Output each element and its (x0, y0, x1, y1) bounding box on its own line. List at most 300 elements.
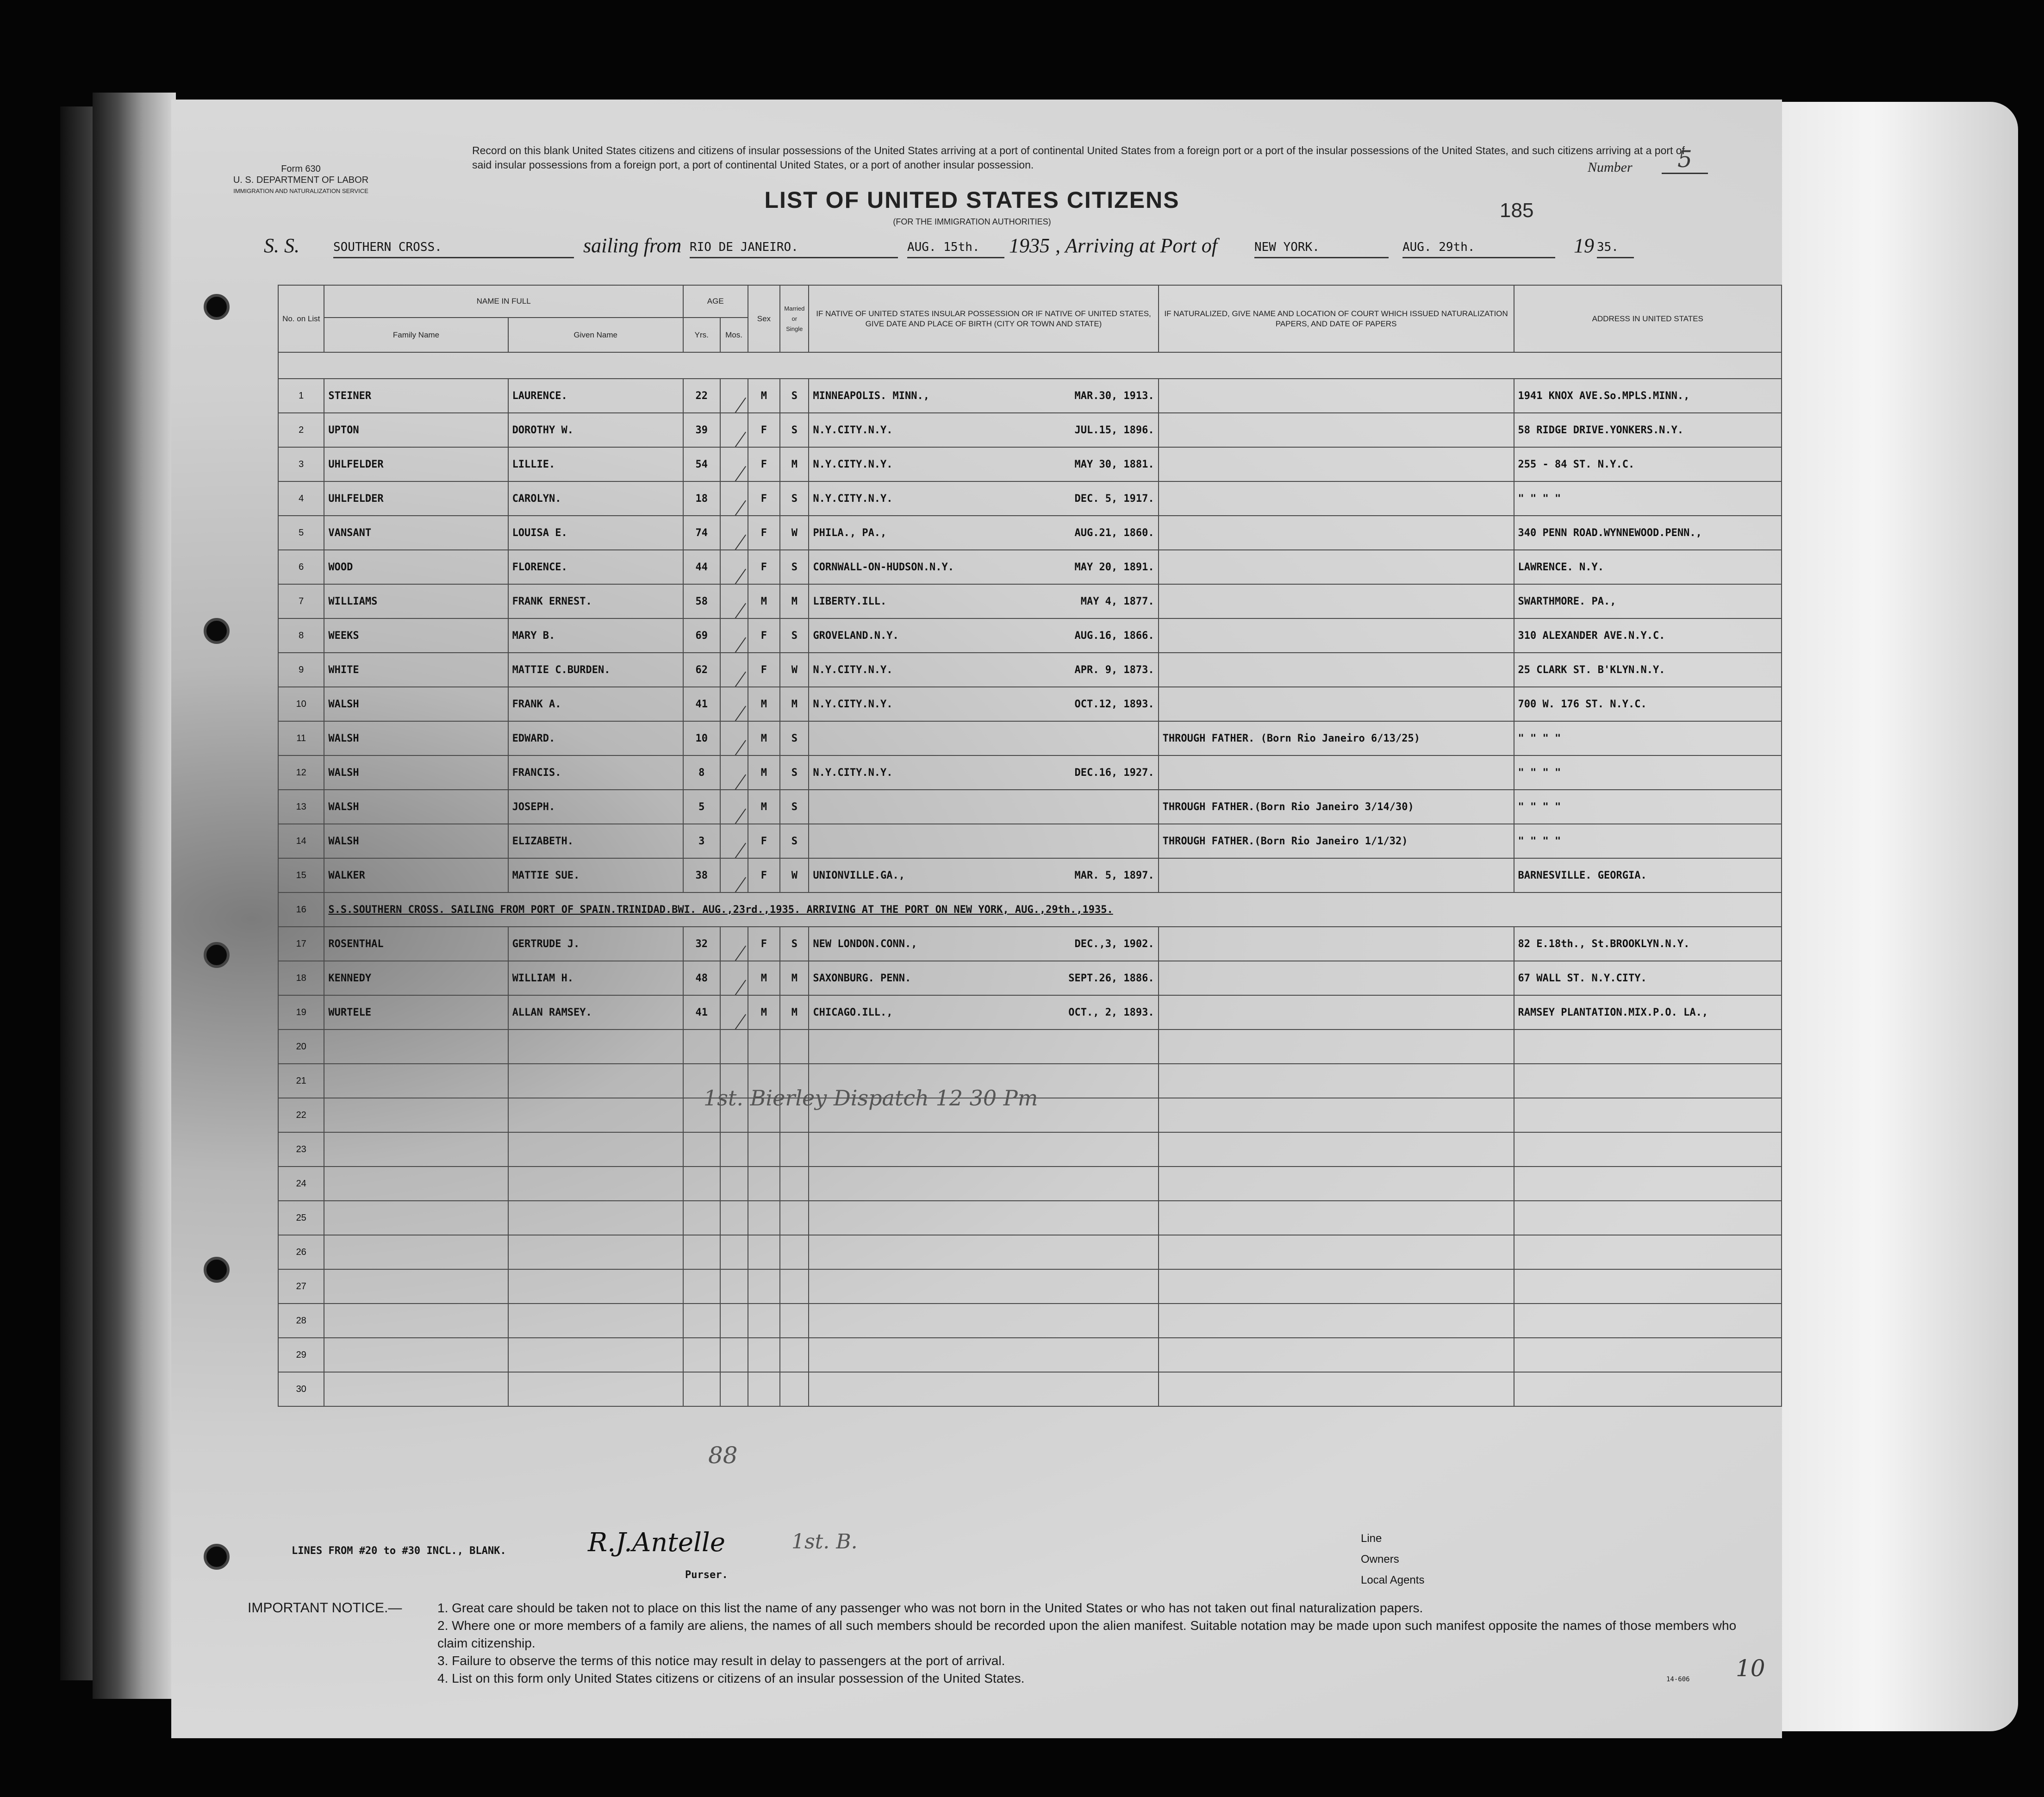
family-name: WALSH (324, 721, 508, 755)
col-address: ADDRESS IN UNITED STATES (1514, 285, 1782, 352)
naturalization (1159, 516, 1514, 550)
table-row (278, 995, 1782, 1030)
table-row (278, 413, 1782, 447)
address: " " " " (1514, 755, 1782, 790)
number-label: Number (1588, 160, 1633, 175)
empty-cell (324, 1304, 508, 1338)
table-row (278, 516, 1782, 550)
age-years: 38 (683, 858, 720, 892)
naturalization (1159, 584, 1514, 618)
family-name: WOOD (324, 550, 508, 584)
empty-cell (508, 1269, 683, 1304)
sex: M (748, 995, 780, 1030)
row-number: 16 (278, 892, 324, 927)
voyage-line (264, 234, 1745, 266)
empty-cell (720, 1304, 748, 1338)
naturalization (1159, 618, 1514, 653)
birth-place: NEW LONDON.CONN., (813, 938, 917, 950)
col-name-in-full: NAME IN FULL (324, 285, 683, 318)
empty-cell (508, 1064, 683, 1098)
row-number: 24 (278, 1167, 324, 1201)
sex: M (748, 687, 780, 721)
empty-cell (1159, 1098, 1514, 1132)
sex: F (748, 927, 780, 961)
age-years: 10 (683, 721, 720, 755)
birth-date: AUG.16, 1866. (1074, 630, 1154, 642)
empty-cell (324, 1235, 508, 1269)
empty-cell (1159, 1304, 1514, 1338)
punch-hole (204, 1544, 230, 1570)
given-name: LAURENCE. (508, 379, 683, 413)
address: 67 WALL ST. N.Y.CITY. (1514, 961, 1782, 995)
age-months (720, 687, 748, 721)
given-name: EDWARD. (508, 721, 683, 755)
given-name: FRANCIS. (508, 755, 683, 790)
marital-status: S (780, 927, 809, 961)
notice-lead: IMPORTANT NOTICE.— (248, 1600, 402, 1616)
family-name: WILLIAMS (324, 584, 508, 618)
sex: M (748, 584, 780, 618)
table-row (278, 721, 1782, 755)
marital-status: S (780, 618, 809, 653)
sex: F (748, 481, 780, 516)
birth-date: DEC.,3, 1902. (1074, 938, 1154, 950)
family-name: VANSANT (324, 516, 508, 550)
birth-place: N.Y.CITY.N.Y. (813, 664, 893, 676)
marital-status: S (780, 755, 809, 790)
birth-cell (809, 824, 1158, 858)
age-months (720, 550, 748, 584)
table-row (278, 961, 1782, 995)
empty-cell (1159, 1338, 1514, 1372)
age-years: 41 (683, 995, 720, 1030)
sex: F (748, 516, 780, 550)
naturalization (1159, 687, 1514, 721)
age-years: 62 (683, 653, 720, 687)
age-months (720, 447, 748, 481)
age-months (720, 516, 748, 550)
empty-cell (1514, 1304, 1782, 1338)
birth-place: PHILA., PA., (813, 527, 887, 539)
empty-cell (324, 1098, 508, 1132)
marital-status: S (780, 721, 809, 755)
address: " " " " (1514, 790, 1782, 824)
birth-cell (809, 413, 1158, 447)
marital-status: M (780, 961, 809, 995)
empty-cell (1514, 1338, 1782, 1372)
purser-signature: R.J.Antelle (588, 1528, 725, 1558)
empty-cell (1159, 1030, 1514, 1064)
age-years: 48 (683, 961, 720, 995)
given-name: LILLIE. (508, 447, 683, 481)
sailing-label: sailing from (583, 234, 682, 257)
birth-place: UNIONVILLE.GA., (813, 869, 905, 881)
birth-cell (809, 687, 1158, 721)
passenger-rows (278, 379, 1782, 1406)
empty-cell (720, 1167, 748, 1201)
empty-cell (683, 1269, 720, 1304)
empty-cell (1514, 1235, 1782, 1269)
empty-cell (809, 1167, 1158, 1201)
row-number: 12 (278, 755, 324, 790)
birth-place: GROVELAND.N.Y. (813, 630, 899, 642)
handwritten-page-mark: 88 (708, 1442, 738, 1469)
empty-cell (683, 1235, 720, 1269)
family-name: UHLFELDER (324, 447, 508, 481)
department: U. S. DEPARTMENT OF LABOR (233, 175, 369, 185)
age-years: 8 (683, 755, 720, 790)
row-number: 20 (278, 1030, 324, 1064)
age-months (720, 858, 748, 892)
voyage-note: S.S.SOUTHERN CROSS. SAILING FROM PORT OF SPAIN.TRINIDAD.BWI. AUG.,23rd.,1935. ARRIVING AT THE PORT ON NEW YORK, AUG.,29th.,1935. (324, 892, 1782, 927)
arrival-date: AUG. 29th. (1402, 240, 1555, 258)
table-row (278, 584, 1782, 618)
record-instructions: Record on this blank United States citizens and citizens of insular possessions of the United States arriving at a port of continental United States from a foreign port or a port of the insular possessions of the United States, and such citizens arriving at a port of said insular possessions from a foreign port, a port of continental United States, or a port of another insular possession. (472, 144, 1685, 171)
empty-cell (748, 1372, 780, 1406)
given-name: FRANK ERNEST. (508, 584, 683, 618)
departure-date: AUG. 15th. (907, 240, 1004, 258)
row-number: 4 (278, 481, 324, 516)
table-row (278, 1030, 1782, 1064)
empty-cell (809, 1269, 1158, 1304)
empty-cell (324, 1132, 508, 1167)
age-months (720, 584, 748, 618)
age-years: 41 (683, 687, 720, 721)
empty-cell (1159, 1132, 1514, 1167)
table-row (278, 892, 1782, 927)
marital-status: M (780, 687, 809, 721)
marital-status: S (780, 413, 809, 447)
empty-cell (683, 1304, 720, 1338)
form-number: Form 630 (281, 164, 321, 174)
col-married: Married or Single (780, 285, 809, 352)
row-number: 5 (278, 516, 324, 550)
ss-label: S. S. (264, 234, 299, 257)
empty-cell (748, 1030, 780, 1064)
birth-place: CORNWALL-ON-HUDSON.N.Y. (813, 561, 954, 573)
naturalization (1159, 961, 1514, 995)
birth-date: MAY 30, 1881. (1074, 458, 1154, 470)
birth-place: N.Y.CITY.N.Y. (813, 767, 893, 779)
empty-cell (1514, 1098, 1782, 1132)
sex: F (748, 653, 780, 687)
col-given-name: Given Name (508, 318, 683, 352)
birth-place: SAXONBURG. PENN. (813, 972, 911, 984)
empty-cell (1514, 1030, 1782, 1064)
marital-status: W (780, 858, 809, 892)
age-years: 58 (683, 584, 720, 618)
col-age: AGE (683, 285, 748, 318)
empty-cell (748, 1269, 780, 1304)
marital-status: S (780, 481, 809, 516)
signature-note: 1st. B. (791, 1530, 858, 1554)
address: 700 W. 176 ST. N.Y.C. (1514, 687, 1782, 721)
form-code: 14-606 (1666, 1676, 1690, 1683)
empty-cell (748, 1132, 780, 1167)
row-number: 28 (278, 1304, 324, 1338)
empty-cell (720, 1338, 748, 1372)
empty-cell (1159, 1372, 1514, 1406)
naturalization (1159, 858, 1514, 892)
given-name: MATTIE SUE. (508, 858, 683, 892)
empty-cell (1514, 1201, 1782, 1235)
age-months (720, 824, 748, 858)
family-name: KENNEDY (324, 961, 508, 995)
empty-cell (508, 1167, 683, 1201)
marital-status: W (780, 653, 809, 687)
line-label: Line (1361, 1532, 1382, 1545)
address: BARNESVILLE. GEORGIA. (1514, 858, 1782, 892)
col-no: No. on List (278, 285, 324, 352)
empty-cell (1514, 1269, 1782, 1304)
empty-cell (748, 1304, 780, 1338)
empty-cell (780, 1304, 809, 1338)
given-name: FRANK A. (508, 687, 683, 721)
family-name: UHLFELDER (324, 481, 508, 516)
sex: M (748, 721, 780, 755)
family-name: WALKER (324, 858, 508, 892)
family-name: ROSENTHAL (324, 927, 508, 961)
empty-cell (683, 1338, 720, 1372)
empty-cell (1514, 1064, 1782, 1098)
row-number: 30 (278, 1372, 324, 1406)
arrival-year: 35. (1597, 240, 1634, 258)
empty-cell (780, 1372, 809, 1406)
empty-cell (508, 1132, 683, 1167)
table-row (278, 755, 1782, 790)
sex: F (748, 858, 780, 892)
birth-place: N.Y.CITY.N.Y. (813, 458, 893, 470)
birth-date: MAY 20, 1891. (1074, 561, 1154, 573)
family-name: WALSH (324, 755, 508, 790)
marital-status: S (780, 379, 809, 413)
empty-cell (720, 1030, 748, 1064)
table-row (278, 1132, 1782, 1167)
row-number: 9 (278, 653, 324, 687)
row-number: 29 (278, 1338, 324, 1372)
col-sex: Sex (748, 285, 780, 352)
punch-hole (204, 618, 230, 644)
birth-cell (809, 858, 1158, 892)
birth-cell (809, 755, 1158, 790)
empty-cell (508, 1235, 683, 1269)
empty-cell (780, 1269, 809, 1304)
local-agents-label: Local Agents (1361, 1574, 1425, 1586)
naturalization (1159, 995, 1514, 1030)
birth-date: DEC.16, 1927. (1074, 767, 1154, 779)
empty-cell (1514, 1132, 1782, 1167)
family-name: WALSH (324, 687, 508, 721)
marital-status: W (780, 516, 809, 550)
empty-cell (508, 1338, 683, 1372)
address: 340 PENN ROAD.WYNNEWOOD.PENN., (1514, 516, 1782, 550)
table-row (278, 550, 1782, 584)
punch-hole (204, 942, 230, 968)
naturalization: THROUGH FATHER.(Born Rio Janeiro 1/1/32) (1159, 824, 1514, 858)
empty-cell (720, 1269, 748, 1304)
age-months (720, 721, 748, 755)
birth-place: N.Y.CITY.N.Y. (813, 424, 893, 436)
empty-cell (1159, 1235, 1514, 1269)
row-number: 27 (278, 1269, 324, 1304)
address: " " " " (1514, 481, 1782, 516)
row-number: 2 (278, 413, 324, 447)
birth-cell (809, 961, 1158, 995)
row-number: 14 (278, 824, 324, 858)
page-title: LIST OF UNITED STATES CITIZENS (764, 187, 1180, 213)
empty-cell (748, 1338, 780, 1372)
empty-cell (809, 1304, 1158, 1338)
empty-cell (780, 1338, 809, 1372)
age-months (720, 379, 748, 413)
empty-cell (324, 1167, 508, 1201)
birth-cell (809, 379, 1158, 413)
row-number: 3 (278, 447, 324, 481)
row-number: 23 (278, 1132, 324, 1167)
birth-cell (809, 447, 1158, 481)
empty-cell (508, 1372, 683, 1406)
family-name: STEINER (324, 379, 508, 413)
address: SWARTHMORE. PA., (1514, 584, 1782, 618)
family-name: WALSH (324, 824, 508, 858)
address: 82 E.18th., St.BROOKLYN.N.Y. (1514, 927, 1782, 961)
empty-cell (508, 1030, 683, 1064)
age-months (720, 961, 748, 995)
given-name: MATTIE C.BURDEN. (508, 653, 683, 687)
passenger-table (278, 285, 1782, 1407)
address: " " " " (1514, 824, 1782, 858)
empty-cell (809, 1235, 1158, 1269)
empty-cell (780, 1030, 809, 1064)
birth-cell (809, 584, 1158, 618)
birth-cell (809, 927, 1158, 961)
empty-cell (324, 1269, 508, 1304)
table-row (278, 790, 1782, 824)
empty-cell (809, 1132, 1158, 1167)
family-name: UPTON (324, 413, 508, 447)
empty-cell (324, 1030, 508, 1064)
marital-status: M (780, 995, 809, 1030)
empty-cell (683, 1372, 720, 1406)
naturalization (1159, 447, 1514, 481)
age-years: 5 (683, 790, 720, 824)
row-number: 6 (278, 550, 324, 584)
table-row (278, 379, 1782, 413)
naturalization (1159, 379, 1514, 413)
naturalization (1159, 550, 1514, 584)
empty-cell (324, 1338, 508, 1372)
facing-page (1777, 102, 2018, 1731)
row-number: 8 (278, 618, 324, 653)
given-name: JOSEPH. (508, 790, 683, 824)
sex: F (748, 413, 780, 447)
age-years: 44 (683, 550, 720, 584)
given-name: WILLIAM H. (508, 961, 683, 995)
birth-cell (809, 516, 1158, 550)
marital-status: S (780, 824, 809, 858)
empty-cell (748, 1167, 780, 1201)
birth-cell (809, 618, 1158, 653)
corner-mark: 10 (1736, 1655, 1765, 1682)
family-name: WEEKS (324, 618, 508, 653)
age-years: 18 (683, 481, 720, 516)
birth-date: OCT.12, 1893. (1074, 698, 1154, 710)
age-months (720, 995, 748, 1030)
age-months (720, 927, 748, 961)
empty-cell (508, 1304, 683, 1338)
binder-spine (93, 93, 176, 1699)
sex: M (748, 961, 780, 995)
naturalization (1159, 927, 1514, 961)
given-name: MARY B. (508, 618, 683, 653)
departure-port: RIO DE JANEIRO. (690, 240, 898, 258)
empty-cell (780, 1235, 809, 1269)
birth-cell (809, 790, 1158, 824)
empty-cell (324, 1372, 508, 1406)
age-months (720, 653, 748, 687)
ship-name: SOUTHERN CROSS. (333, 240, 574, 258)
address: 58 RIDGE DRIVE.YONKERS.N.Y. (1514, 413, 1782, 447)
given-name: DOROTHY W. (508, 413, 683, 447)
handwritten-dispatch-note: 1st. Bierley Dispatch 12 30 Pm (704, 1086, 1038, 1111)
age-years: 39 (683, 413, 720, 447)
naturalization (1159, 481, 1514, 516)
blank-lines-note: LINES FROM #20 to #30 INCL., BLANK. (292, 1545, 506, 1557)
header-spacer (278, 352, 1782, 379)
punch-hole (204, 1257, 230, 1283)
birth-cell (809, 653, 1158, 687)
empty-cell (683, 1132, 720, 1167)
table-row (278, 824, 1782, 858)
age-months (720, 618, 748, 653)
age-months (720, 790, 748, 824)
table-row (278, 1338, 1782, 1372)
family-name: WHITE (324, 653, 508, 687)
empty-cell (1514, 1372, 1782, 1406)
empty-cell (508, 1098, 683, 1132)
sex: F (748, 550, 780, 584)
empty-cell (324, 1064, 508, 1098)
address: 310 ALEXANDER AVE.N.Y.C. (1514, 618, 1782, 653)
birth-place: N.Y.CITY.N.Y. (813, 493, 893, 505)
page-stamp: 185 (1500, 199, 1534, 222)
notice-item: 1. Great care should be taken not to place on this list the name of any passenger who was not born in the United States or who has not taken out final naturalization papers. (437, 1601, 1423, 1615)
manifest-sheet (171, 100, 1782, 1738)
number-value: 5 (1662, 146, 1708, 174)
birth-date: SEPT.26, 1886. (1068, 972, 1154, 984)
birth-date: JUL.15, 1896. (1074, 424, 1154, 436)
row-number: 10 (278, 687, 324, 721)
given-name: CAROLYN. (508, 481, 683, 516)
given-name: ELIZABETH. (508, 824, 683, 858)
empty-cell (748, 1235, 780, 1269)
table-row (278, 1269, 1782, 1304)
row-number: 22 (278, 1098, 324, 1132)
birth-date: MAR. 5, 1897. (1074, 869, 1154, 881)
col-naturalized: IF NATURALIZED, GIVE NAME AND LOCATION OF COURT WHICH ISSUED NATURALIZATION PAPERS, AND DATE OF PAPERS (1159, 285, 1514, 352)
sex: M (748, 790, 780, 824)
empty-cell (1159, 1269, 1514, 1304)
table-row (278, 618, 1782, 653)
sex: F (748, 824, 780, 858)
naturalization (1159, 413, 1514, 447)
age-years: 74 (683, 516, 720, 550)
birth-date: MAR.30, 1913. (1074, 390, 1154, 402)
row-number: 19 (278, 995, 324, 1030)
empty-cell (1159, 1064, 1514, 1098)
purser-label: Purser. (685, 1569, 728, 1581)
row-number: 11 (278, 721, 324, 755)
